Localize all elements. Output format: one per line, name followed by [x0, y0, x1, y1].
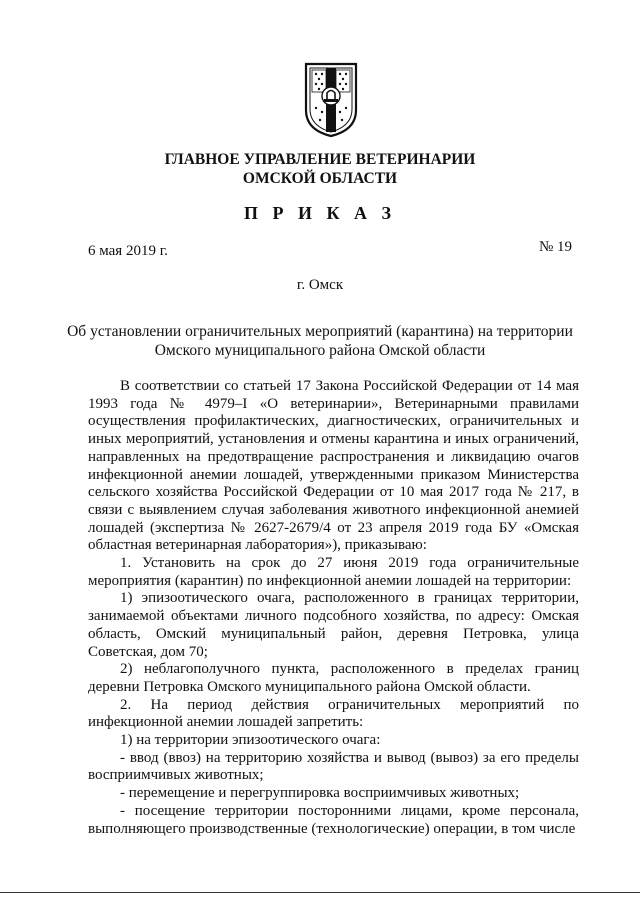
clause-2-bullet-2: - перемещение и перегруппировка восприимчивых животных;	[120, 785, 520, 802]
order-number: № 19	[538, 239, 572, 255]
clause-1-item-1: 1) эпизоотического очага, расположенного в границах территории, занимаемой объектами личного подсобного хозяйства, по адресу: Омская область, Омский муниципальный район, деревня Петровка, улица Советская, дом 70;	[88, 590, 579, 660]
clause-2: 2. На период действия ограничительных мероприятий по инфекционной анемии лошадей запретить:	[88, 696, 579, 731]
order-date: 6 мая 2019 г.	[88, 243, 168, 259]
page-bottom-rule	[0, 892, 640, 893]
document-type-title: П Р И К А З	[243, 203, 397, 223]
clause-2-bullet-3: - посещение территории посторонними лицами, кроме персонала, выполняющего производственные (технологические) операции, в том числе	[88, 802, 579, 837]
organization-name-line1: ГЛАВНОЕ УПРАВЛЕНИЕ ВЕТЕРИНАРИИ	[164, 151, 476, 168]
clause-2-item-1: 1) на территории эпизоотического очага:	[120, 732, 381, 749]
coat-of-arms-emblem	[302, 60, 360, 138]
clause-1-item-2: 2) неблагополучного пункта, расположенного в пределах границ деревни Петровка Омского муниципального района Омской области.	[88, 661, 579, 695]
order-body	[88, 378, 579, 838]
clause-2-bullet-1: - ввод (ввоз) на территорию хозяйства и вывод (вывоз) за его пределы восприимчивых животных;	[88, 749, 579, 784]
order-subject: Об установлении ограничительных мероприятий (карантина) на территории Омского муниципального района Омской области	[67, 323, 573, 359]
order-city: г. Омск	[296, 277, 344, 293]
clause-1: 1. Установить на срок до 27 июня 2019 года ограничительные мероприятия (карантин) по инфекционной анемии лошадей на территории:	[88, 555, 579, 589]
organization-name-line2: ОМСКОЙ ОБЛАСТИ	[242, 170, 398, 187]
preamble-paragraph: В соответствии со статьей 17 Закона Российской Федерации от 14 мая 1993 года № 4979–I «О ветеринарии», Ветеринарными правилами осуществления профилактических, диагностических, ограничительных и иных мероприятий, установления и отмены карантина и иных ограничений, направленных на предотвращение распространения и ликвидацию очагов инфекционной анемии лошадей, утвержденными приказом Министерства сельского хозяйства Российской Федерации от 10 мая 2017 года № 217, в связи с выявлением случая заболевания животного инфекционной анемией лошадей (экспертиза № 2627-2679/4 от 23 апреля 2019 года БУ «Омская областная ветеринарная лаборатория»), приказываю:	[88, 378, 579, 554]
